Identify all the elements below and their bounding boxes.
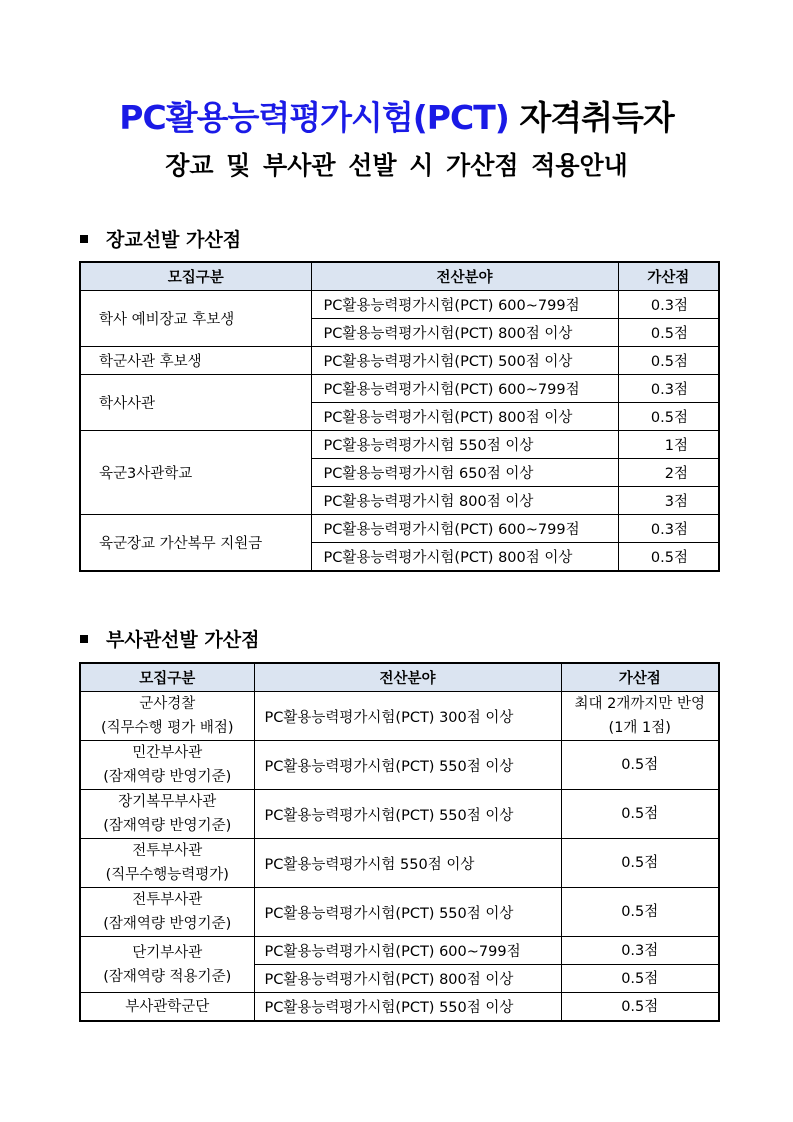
field-cell: PC활용능력평가시험 550점 이상: [254, 839, 561, 888]
table-row: [80, 741, 719, 790]
field-cell: PC활용능력평가시험(PCT) 550점 이상: [254, 741, 561, 790]
category-name: 장기복무부사관: [118, 794, 217, 810]
category-note: (잠재역량 반영기준): [103, 818, 232, 834]
category-cell: 육군장교 가산복무 지원금: [80, 515, 311, 572]
points-cell: 0.3점: [561, 937, 719, 965]
category-cell: 학군사관 후보생: [80, 347, 311, 375]
field-cell: PC활용능력평가시험(PCT) 800점 이상: [311, 319, 618, 347]
category-name: 전투부사관: [132, 843, 203, 859]
category-name: 군사경찰: [139, 696, 196, 712]
table-row: [80, 888, 719, 937]
table-row: [80, 515, 719, 543]
category-cell: 육군3사관학교: [80, 431, 311, 515]
points-line: (1개 1점): [608, 720, 671, 736]
category-note: (직무수행능력평가): [105, 867, 229, 883]
points-cell: 0.5점: [618, 319, 719, 347]
points-cell: 0.5점: [618, 347, 719, 375]
title-suffix: 자격취득자: [519, 98, 674, 137]
field-cell: PC활용능력평가시험(PCT) 550점 이상: [254, 993, 561, 1022]
table-row: [80, 937, 719, 965]
points-cell: 0.5점: [561, 965, 719, 993]
points-line: 최대 2개까지만 반영: [574, 696, 705, 712]
category-cell: [80, 741, 254, 790]
points-cell: 0.3점: [618, 515, 719, 543]
section-officer-heading: [80, 225, 241, 252]
table-row: [80, 790, 719, 839]
category-cell: [80, 692, 254, 741]
column-header: 모집구분: [80, 663, 254, 692]
column-header: 전산분야: [254, 663, 561, 692]
table-row: [80, 839, 719, 888]
table-header-row: [80, 262, 719, 291]
column-header: 전산분야: [311, 262, 618, 291]
points-cell: 3점: [618, 487, 719, 515]
field-cell: PC활용능력평가시험(PCT) 550점 이상: [254, 790, 561, 839]
field-cell: PC활용능력평가시험(PCT) 800점 이상: [311, 543, 618, 572]
field-cell: PC활용능력평가시험 800점 이상: [311, 487, 618, 515]
category-note: (잠재역량 적용기준): [103, 968, 232, 985]
points-cell: 0.3점: [618, 291, 719, 319]
points-cell: 0.5점: [561, 839, 719, 888]
document-title: [0, 92, 793, 139]
category-cell: [80, 888, 254, 937]
table-row: [80, 993, 719, 1022]
points-cell: 0.5점: [618, 543, 719, 572]
field-cell: PC활용능력평가시험(PCT) 600~799점: [311, 291, 618, 319]
square-bullet-icon: [80, 235, 88, 243]
section-officer-title: 장교선발 가산점: [106, 229, 242, 251]
field-cell: PC활용능력평가시험(PCT) 550점 이상: [254, 888, 561, 937]
points-cell: 2점: [618, 459, 719, 487]
category-name: 민간부사관: [132, 745, 203, 761]
category-cell: [80, 790, 254, 839]
table-row: [80, 347, 719, 375]
field-cell: PC활용능력평가시험(PCT) 500점 이상: [311, 347, 618, 375]
points-cell: 0.5점: [618, 403, 719, 431]
field-cell: PC활용능력평가시험 650점 이상: [311, 459, 618, 487]
category-cell: 부사관학군단: [80, 993, 254, 1022]
officer-bonus-table: [79, 261, 720, 572]
field-cell: PC활용능력평가시험(PCT) 300점 이상: [254, 692, 561, 741]
category-name: 단기부사관: [132, 944, 203, 961]
points-cell: 0.3점: [618, 375, 719, 403]
category-cell: 학사사관: [80, 375, 311, 431]
nco-bonus-table: [79, 662, 720, 1022]
section-nco-title: 부사관선발 가산점: [106, 629, 260, 651]
category-cell: 학사 예비장교 후보생: [80, 291, 311, 347]
field-cell: PC활용능력평가시험(PCT) 600~799점: [311, 375, 618, 403]
table-row: [80, 431, 719, 459]
points-cell: 0.5점: [561, 888, 719, 937]
field-cell: PC활용능력평가시험(PCT) 600~799점: [254, 937, 561, 965]
points-cell: 0.5점: [561, 741, 719, 790]
table-row: [80, 291, 719, 319]
category-note: (직무수행 평가 배점): [100, 720, 234, 736]
table-row: [80, 375, 719, 403]
column-header: 모집구분: [80, 262, 311, 291]
category-name: 전투부사관: [132, 892, 203, 908]
section-nco-heading: [80, 625, 259, 652]
points-cell: 1점: [618, 431, 719, 459]
points-cell: 0.5점: [561, 993, 719, 1022]
field-cell: PC활용능력평가시험 550점 이상: [311, 431, 618, 459]
category-note: (잠재역량 반영기준): [103, 769, 232, 785]
field-cell: PC활용능력평가시험(PCT) 800점 이상: [254, 965, 561, 993]
points-cell: 0.5점: [561, 790, 719, 839]
table-header-row: [80, 663, 719, 692]
square-bullet-icon: [80, 635, 88, 643]
category-cell: [80, 937, 254, 993]
category-note: (잠재역량 반영기준): [103, 916, 232, 932]
table-row: [80, 692, 719, 741]
document-subtitle: 장교 및 부사관 선발 시 가산점 적용안내: [165, 151, 628, 180]
points-cell: [561, 692, 719, 741]
column-header: 가산점: [561, 663, 719, 692]
field-cell: PC활용능력평가시험(PCT) 800점 이상: [311, 403, 618, 431]
field-cell: PC활용능력평가시험(PCT) 600~799점: [311, 515, 618, 543]
title-exam-name: PC활용능력평가시험(PCT): [119, 98, 509, 137]
category-cell: [80, 839, 254, 888]
column-header: 가산점: [618, 262, 719, 291]
